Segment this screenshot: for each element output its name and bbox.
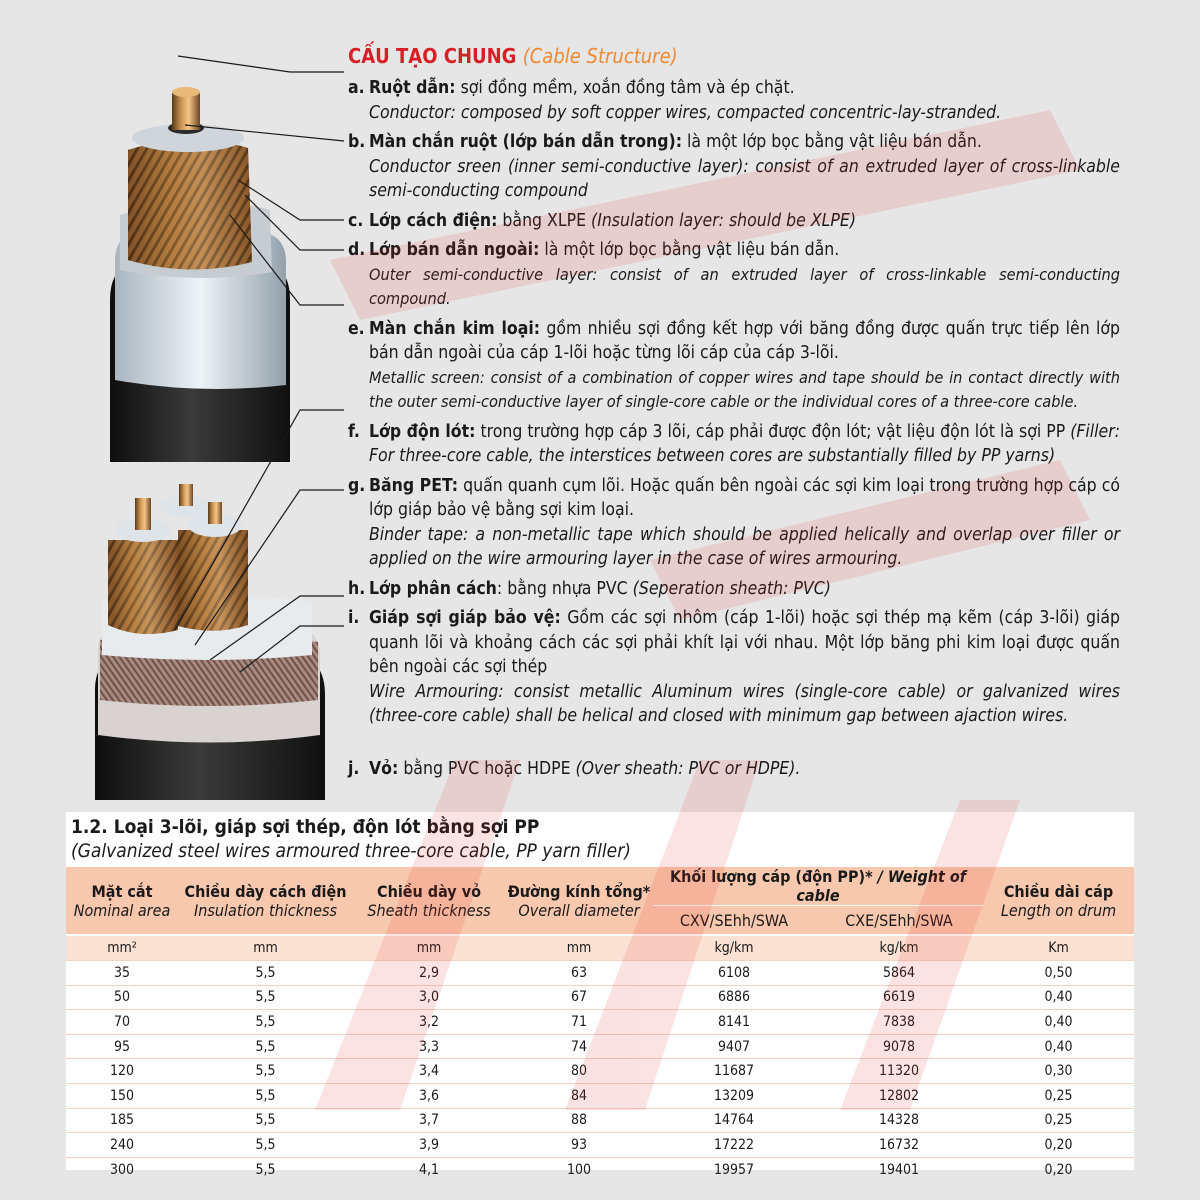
item-vn: gồm nhiều sợi đồng kết hợp với băng đồng được quấn trực tiếp lên lớp bán dẫn ngoài của cáp 1-lõi hoặc từng lõi cáp của cáp 3-lõi. bbox=[369, 318, 1120, 363]
item-vn: là một lớp bọc bằng vật liệu bán dẫn. bbox=[544, 240, 840, 260]
table-cell: 0,20 bbox=[1044, 1161, 1073, 1178]
table-cell: 88 bbox=[505, 1108, 653, 1133]
table-cell: 3,4 bbox=[353, 1059, 505, 1084]
item-vn: : bằng nhựa PVC bbox=[496, 578, 628, 599]
table-cell: 120 bbox=[66, 1059, 178, 1084]
item-letter: j. bbox=[348, 758, 360, 779]
table-row bbox=[66, 985, 1134, 1010]
table-row bbox=[66, 1133, 1134, 1158]
table-cell: 8141 bbox=[653, 1010, 815, 1035]
table-cell: 0,40 bbox=[983, 1010, 1134, 1035]
structure-item-h bbox=[348, 577, 1120, 602]
table-row bbox=[66, 1010, 1134, 1035]
table-cell: 5,5 bbox=[255, 1161, 276, 1178]
item-letter: c. bbox=[348, 210, 364, 231]
header-vn: Chiều dài cáp bbox=[1003, 881, 1114, 901]
table-cell: 19957 bbox=[713, 1161, 755, 1178]
header-nominal-area bbox=[66, 867, 178, 935]
item-en: Metallic screen: consist of a combination of copper wires and tape should be in contact directly with the outer semi-conductive layer of single-core cable or the individual cores of a three-core cable. bbox=[369, 367, 1120, 411]
item-letter: h. bbox=[348, 578, 366, 599]
table-cell: 5,5 bbox=[178, 1034, 353, 1059]
item-en: (Filler: For three-core cable, the interstices between cores are substantially filled by PP yarns) bbox=[369, 421, 1121, 466]
table-cell: 300 bbox=[109, 1161, 135, 1178]
item-en: Binder tape: a non-metallic tape which should be applied helically and overlap over filler or applied on the wire armouring layer in the case of wires armouring. bbox=[369, 524, 1120, 569]
structure-item-g bbox=[348, 474, 1120, 572]
table-cell: 3,7 bbox=[353, 1108, 505, 1133]
structure-title-vn: CẤU TẠO CHUNG bbox=[348, 44, 517, 68]
table-cell: 95 bbox=[66, 1034, 178, 1059]
unit-cell: kg/km bbox=[653, 935, 815, 961]
item-head: Màn chắn ruột (lớp bán dẫn trong): bbox=[369, 132, 683, 152]
single-core-cable-image bbox=[110, 87, 290, 462]
table-cell: 3,6 bbox=[353, 1083, 505, 1108]
structure-item-f bbox=[348, 420, 1120, 469]
item-vn: là một lớp bọc bằng vật liệu bán dẫn. bbox=[687, 132, 982, 152]
table-cell: 150 bbox=[66, 1083, 178, 1108]
item-vn: bằng XLPE bbox=[502, 210, 587, 231]
table-cell: 35 bbox=[66, 961, 178, 986]
header-weight-cxv: CXV/SEhh/SWA bbox=[653, 906, 815, 936]
unit-cell: mm bbox=[505, 935, 653, 961]
table-cell: 17222 bbox=[653, 1133, 815, 1158]
table-cell: 67 bbox=[505, 985, 653, 1010]
structure-item-b bbox=[348, 130, 1120, 204]
table-row bbox=[66, 961, 1134, 986]
table-cell: 80 bbox=[505, 1059, 653, 1084]
item-letter: a. bbox=[348, 78, 365, 98]
item-en: (Seperation sheath: PVC) bbox=[632, 578, 831, 599]
table-cell: 5,5 bbox=[178, 985, 353, 1010]
structure-item-c bbox=[348, 209, 1120, 234]
table-row bbox=[66, 1108, 1134, 1133]
table-cell: 6886 bbox=[653, 985, 815, 1010]
units-row bbox=[66, 935, 1134, 961]
table-cell: 11687 bbox=[653, 1059, 815, 1084]
item-head: Băng PET: bbox=[369, 475, 459, 496]
table-cell: 12802 bbox=[815, 1083, 983, 1108]
table-cell: 71 bbox=[505, 1010, 653, 1035]
item-vn: Gồm các sợi nhôm (cáp 1-lõi) hoặc sợi thép mạ kẽm (cáp 3-lõi) giáp quanh lõi và khoảng cách các sợi phải khít lại với nhau. Một lớp băng phi kim loại được quấn bên ngoài các sợi thép bbox=[369, 608, 1121, 677]
table-cell: 0,25 bbox=[983, 1108, 1134, 1133]
table-row bbox=[66, 1059, 1134, 1084]
table-cell: 3,3 bbox=[353, 1034, 505, 1059]
table-cell: 63 bbox=[505, 961, 653, 986]
item-head: Màn chắn kim loại: bbox=[369, 318, 541, 339]
structure-item-j bbox=[348, 757, 1120, 782]
item-letter: f. bbox=[348, 421, 360, 442]
unit-cell: mm bbox=[178, 935, 353, 961]
item-en: Outer semi-conductive layer: consist of an extruded layer of cross-linkable semi-conducting compound. bbox=[369, 264, 1120, 308]
item-vn: bằng PVC hoặc HDPE bbox=[403, 758, 571, 779]
table-cell: 11320 bbox=[815, 1059, 983, 1084]
header-sheath-thickness bbox=[353, 867, 505, 935]
item-head: Vỏ: bbox=[369, 758, 399, 779]
header-length-on-drum bbox=[983, 867, 1134, 935]
structure-title bbox=[348, 44, 1120, 70]
table-cell: 5,5 bbox=[178, 961, 353, 986]
item-vn: quấn quanh cụm lõi. Hoặc quấn bên ngoài các sợi kim loại trong trường hợp cáp có lớp giáp bảo vệ bằng sợi kim loại. bbox=[369, 475, 1121, 520]
table-cell: 16732 bbox=[815, 1133, 983, 1158]
table-cell: 14328 bbox=[815, 1108, 983, 1133]
item-head: Lớp cách điện: bbox=[369, 210, 498, 231]
item-vn: trong trường hợp cáp 3 lõi, cáp phải được độn lót; vật liệu độn lót là sợi PP bbox=[480, 421, 1066, 442]
table-cell: 6108 bbox=[653, 961, 815, 986]
header-en: Nominal area bbox=[73, 900, 171, 920]
header-en: Length on drum bbox=[1000, 900, 1117, 920]
header-vn: Đường kính tổng* bbox=[507, 881, 651, 901]
header-en: Insulation thickness bbox=[194, 900, 337, 920]
header-vn: Mặt cắt bbox=[91, 881, 153, 901]
table-cell: 0,40 bbox=[983, 1034, 1134, 1059]
table-cell: 3,2 bbox=[353, 1010, 505, 1035]
item-head: Ruột dẫn: bbox=[369, 78, 456, 98]
table-cell: 84 bbox=[505, 1083, 653, 1108]
table-cell: 74 bbox=[505, 1034, 653, 1059]
item-en: Wire Armouring: consist metallic Aluminum wires (single-core cable) or galvanized wires (three-core cable) shall be helical and closed with minimum gap between ajaction wires. bbox=[369, 681, 1120, 726]
table-cell: 70 bbox=[66, 1010, 178, 1035]
table-cell: 7838 bbox=[815, 1010, 983, 1035]
table-cell: 100 bbox=[566, 1161, 592, 1178]
structure-item-a bbox=[348, 76, 1120, 125]
header-overall-diameter bbox=[505, 867, 653, 935]
table-cell: 4,1 bbox=[418, 1161, 440, 1178]
table-cell: 50 bbox=[66, 985, 178, 1010]
structure-item-e bbox=[348, 317, 1120, 415]
structure-item-i bbox=[348, 606, 1120, 729]
table-cell: 0,30 bbox=[983, 1059, 1134, 1084]
table-body bbox=[66, 935, 1134, 1181]
table-cell: 3,0 bbox=[353, 985, 505, 1010]
spec-table bbox=[66, 867, 1134, 1181]
item-head: Lớp bán dẫn ngoài: bbox=[369, 240, 540, 260]
item-letter: g. bbox=[348, 475, 366, 496]
cable-structure-section bbox=[348, 44, 1120, 786]
table-row bbox=[66, 1034, 1134, 1059]
item-letter: i. bbox=[348, 608, 360, 628]
table-cell: 5,5 bbox=[178, 1083, 353, 1108]
item-letter: d. bbox=[348, 240, 366, 260]
header-vn: Chiều dày cách điện bbox=[184, 881, 347, 901]
header-en: Overall diameter bbox=[518, 900, 640, 920]
header-insulation-thickness bbox=[178, 867, 353, 935]
item-vn: sợi đồng mềm, xoắn đồng tâm và ép chặt. bbox=[460, 78, 795, 98]
header-weight-of-cable bbox=[653, 867, 983, 906]
table-cell: 6619 bbox=[815, 985, 983, 1010]
table-cell: 240 bbox=[66, 1133, 178, 1158]
table-cell: 5,5 bbox=[178, 1108, 353, 1133]
three-core-cable-image bbox=[95, 484, 325, 800]
header-vn: Khối lượng cáp (độn PP)* bbox=[669, 867, 873, 886]
table-cell: 93 bbox=[505, 1133, 653, 1158]
item-head: Lớp độn lót: bbox=[369, 421, 476, 442]
item-en: (Over sheath: PVC or HDPE). bbox=[575, 758, 801, 779]
table-cell: 0,20 bbox=[983, 1133, 1134, 1158]
table-cell: 5864 bbox=[815, 961, 983, 986]
table-cell: 5,5 bbox=[178, 1059, 353, 1084]
table-cell: 13209 bbox=[653, 1083, 815, 1108]
item-head: Giáp sợi giáp bảo vệ: bbox=[369, 608, 561, 628]
table-cell: 0,40 bbox=[983, 985, 1134, 1010]
table-row bbox=[66, 1157, 1134, 1181]
unit-cell: kg/km bbox=[815, 935, 983, 961]
item-en: Conductor sreen (inner semi-conductive layer): consist of an extruded layer of cross-linkable semi-conducting compound bbox=[369, 156, 1120, 201]
item-en: (Insulation layer: should be XLPE) bbox=[591, 210, 856, 231]
item-letter: e. bbox=[348, 318, 365, 339]
header-en: / Weight of cable bbox=[796, 867, 967, 905]
table-cell: 0,50 bbox=[983, 961, 1134, 986]
table-title: 1.2. Loại 3-lõi, giáp sợi thép, độn lót bằng sợi PP bbox=[71, 816, 540, 838]
header-weight-cxe: CXE/SEhh/SWA bbox=[815, 906, 983, 936]
table-cell: 0,25 bbox=[983, 1083, 1134, 1108]
table-cell: 19401 bbox=[878, 1161, 920, 1178]
header-vn: Chiều dày vỏ bbox=[377, 881, 481, 901]
unit-cell: mm² bbox=[66, 935, 178, 961]
table-cell: 3,9 bbox=[353, 1133, 505, 1158]
table-cell: 9407 bbox=[653, 1034, 815, 1059]
structure-item-d bbox=[348, 238, 1120, 312]
header-en: Sheath thickness bbox=[367, 900, 491, 920]
unit-cell: mm bbox=[353, 935, 505, 961]
unit-cell: Km bbox=[983, 935, 1134, 961]
item-en: Conductor: composed by soft copper wires, compacted concentric-lay-stranded. bbox=[369, 102, 1002, 123]
table-row bbox=[66, 1083, 1134, 1108]
table-cell: 5,5 bbox=[178, 1010, 353, 1035]
table-cell: 2,9 bbox=[353, 961, 505, 986]
table-cell: 185 bbox=[66, 1108, 178, 1133]
item-head: Lớp phân cách bbox=[369, 578, 497, 599]
structure-title-en: (Cable Structure) bbox=[522, 44, 678, 68]
spec-table-section bbox=[66, 812, 1134, 1178]
table-cell: 5,5 bbox=[178, 1133, 353, 1158]
table-cell: 14764 bbox=[653, 1108, 815, 1133]
table-cell: 9078 bbox=[815, 1034, 983, 1059]
item-letter: b. bbox=[348, 132, 366, 152]
table-subtitle: (Galvanized steel wires armoured three-core cable, PP yarn filler) bbox=[71, 840, 631, 862]
